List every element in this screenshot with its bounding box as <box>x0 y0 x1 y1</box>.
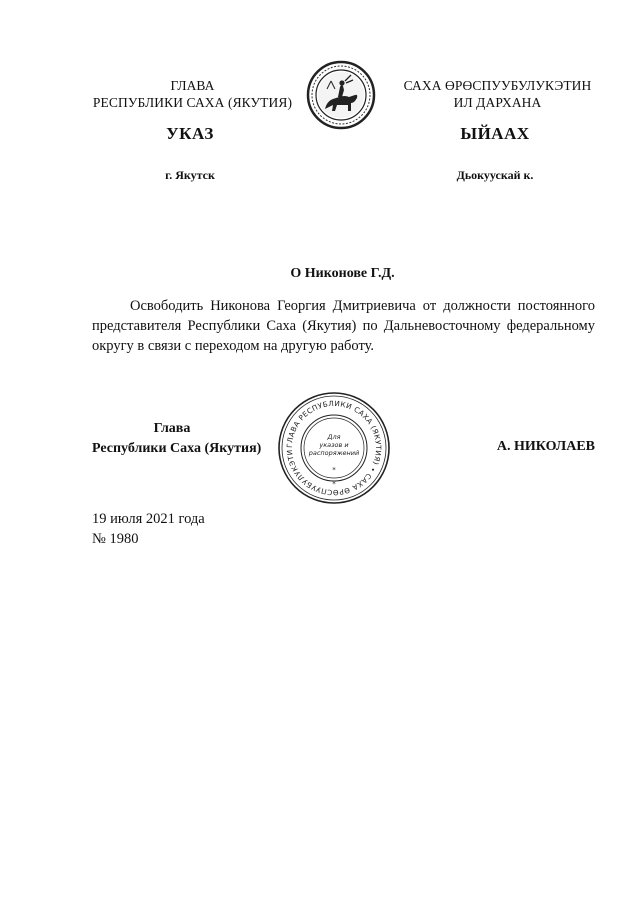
signature-position-line1: Глава <box>153 421 191 436</box>
signature-name: А. НИКОЛАЕВ <box>496 439 595 454</box>
signature-position <box>92 419 282 459</box>
decree-footer <box>92 509 342 549</box>
stamp-center-line1: Для <box>327 433 341 441</box>
signature-position-line2: Республики Саха (Якутия) <box>92 441 262 456</box>
header-left-line1: ГЛАВА <box>170 78 215 93</box>
decree-number: № 1980 <box>92 531 139 547</box>
coat-of-arms-emblem <box>305 59 377 131</box>
stamp-star-icon: * <box>332 466 336 474</box>
header-right <box>380 77 615 111</box>
decree-body-paragraph: Освободить Никонова Георгия Дмитриевича от должности постоянного представителя Республики Саха (Якутия) по Дальневосточному федеральному округу в связи с переходом на другую работу. <box>92 298 595 354</box>
stamp-center-line2: указов и <box>319 441 349 449</box>
place-dyokuuskai: Дьокуускай к. <box>456 168 534 182</box>
decree-date: 19 июля 2021 года <box>92 511 205 527</box>
header-left <box>60 77 325 111</box>
decree-body <box>92 296 595 356</box>
stamp-center-line3: распоряжений <box>308 449 360 457</box>
title-yiaakh: ЫЙААХ <box>460 124 530 143</box>
official-stamp <box>276 390 392 506</box>
header-right-line2: ИЛ ДАРХАНА <box>453 95 542 110</box>
stamp-ring-text: ГЛАВА РЕСПУБЛИКИ САХА (ЯКУТИЯ) • САХА ӨРӨСПУУБУЛУКЭТИ <box>284 398 384 498</box>
decree-subject: О Никонове Г.Д. <box>290 266 395 281</box>
title-ukaz: УКАЗ <box>166 124 214 143</box>
stamp-star-icon: * <box>332 480 336 488</box>
place-yakutsk: г. Якутск <box>165 168 215 182</box>
header-left-line2: РЕСПУБЛИКИ САХА (ЯКУТИЯ) <box>92 95 293 110</box>
header-right-line1: САХА ӨРӨСПУУБУЛУКЭТИН <box>403 78 592 93</box>
